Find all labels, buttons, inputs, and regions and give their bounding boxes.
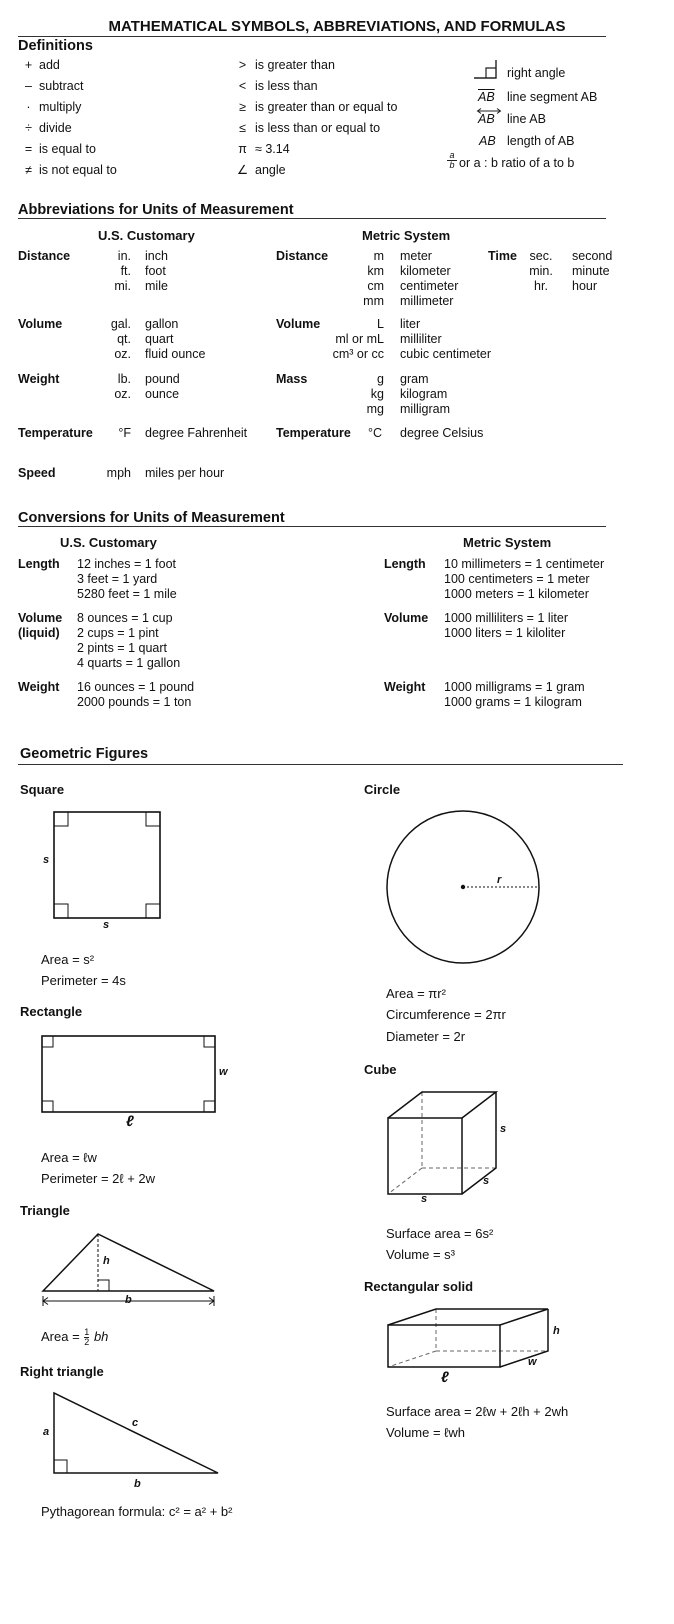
- rect-solid-hidden-edge: [388, 1351, 436, 1367]
- definitions-heading: Definitions: [18, 38, 93, 54]
- conv-volume-label-line: (liquid): [18, 626, 60, 640]
- abbr-metric-volume-label: Volume: [276, 317, 321, 331]
- abbr-name: gram: [400, 372, 429, 386]
- triangle-title: Triangle: [20, 1203, 70, 1218]
- abbr-metric-distance-names: [400, 249, 458, 309]
- rect-solid-front-face: [388, 1325, 500, 1367]
- conv-us-volume-list: [77, 611, 180, 671]
- abbr-item: mi.: [114, 279, 131, 293]
- rectangle-shape: [42, 1036, 215, 1112]
- abbr-item: gal.: [110, 317, 131, 331]
- conv-metric-length-list: [444, 557, 604, 602]
- abbr-item: lb.: [117, 372, 131, 386]
- definition-row: [18, 58, 117, 73]
- geometry-rule: [18, 764, 623, 765]
- abbr-name: gallon: [145, 317, 179, 331]
- cube-depth-label: s: [483, 1175, 490, 1187]
- abbr-metric-temp-label: Temperature: [276, 426, 351, 440]
- cube-base-label: s: [421, 1193, 428, 1205]
- definition-symbol: ÷: [25, 121, 32, 135]
- right-triangle-angle-mark: [54, 1460, 67, 1473]
- right-triangle-b-label: b: [134, 1478, 141, 1490]
- fraction-denominator: 2: [84, 1337, 90, 1347]
- rectangle-length-label: ℓ: [126, 1113, 134, 1130]
- abbr-us-temp-name: degree Fahrenheit: [145, 426, 248, 440]
- segment-symbol: [478, 90, 495, 104]
- conversion-item: 2 cups = 1 pint: [77, 626, 159, 640]
- square-base-label: s: [103, 919, 110, 931]
- square-corner-mark: [54, 812, 68, 826]
- rectangle-corner-mark: [204, 1101, 215, 1112]
- abbr-name: milliliter: [400, 332, 442, 346]
- conversion-item: 12 inches = 1 foot: [77, 557, 177, 571]
- square-corner-mark: [146, 904, 160, 918]
- conversion-item: 2000 pounds = 1 ton: [77, 695, 192, 709]
- triangle-area-prefix: Area =: [41, 1328, 80, 1344]
- triangle-area-suffix: bh: [93, 1328, 109, 1344]
- abbr-name: kilogram: [400, 387, 448, 401]
- definition-row: [18, 163, 117, 178]
- abbr-metric-temp-abbr: °C: [368, 426, 383, 440]
- definition-text: angle: [255, 163, 286, 177]
- rectangle-figure: [36, 1030, 226, 1120]
- definition-symbol: >: [238, 58, 247, 72]
- conversion-item: 1000 milliliters = 1 liter: [444, 611, 569, 625]
- rectangle-title: Rectangle: [20, 1004, 83, 1019]
- abbr-item: cm: [367, 279, 384, 293]
- definition-text: ≈ 3.14: [255, 142, 290, 156]
- square-corner-mark: [54, 904, 68, 918]
- rect-solid-h-label: h: [553, 1325, 560, 1337]
- square-figure: [36, 806, 172, 936]
- triangle-base-label: b: [125, 1294, 132, 1306]
- cube-front-face: [388, 1118, 462, 1194]
- conversion-item: 1000 meters = 1 kilometer: [444, 587, 589, 601]
- conv-metric-heading: Metric System: [463, 535, 552, 550]
- conversion-item: 5280 feet = 1 mile: [77, 587, 177, 601]
- conversion-item: 1000 liters = 1 kiloliter: [444, 626, 566, 640]
- cube-hidden-edge: [388, 1168, 422, 1194]
- triangle-area-fraction: [84, 1328, 89, 1347]
- conversion-item: 100 centimeters = 1 meter: [444, 572, 590, 586]
- rectangle-perimeter: Perimeter = 2ℓ + 2w: [41, 1171, 156, 1186]
- abbr-item: km: [367, 264, 384, 278]
- abbr-item: oz.: [114, 347, 131, 361]
- right-triangle-title: Right triangle: [20, 1364, 104, 1379]
- abbr-item: L: [377, 317, 384, 331]
- abbr-us-heading: U.S. Customary: [98, 228, 195, 243]
- conv-metric-volume-list: [444, 611, 568, 641]
- definition-symbol: <: [238, 79, 247, 93]
- line-symbol-text: AB: [478, 112, 495, 126]
- abbr-us-speed-label: Speed: [18, 466, 56, 480]
- abbr-name: inch: [145, 249, 168, 263]
- abbr-metric-mass-abbrs: [320, 372, 384, 417]
- conv-us-heading: U.S. Customary: [60, 535, 157, 550]
- square-side-label: s: [43, 854, 50, 866]
- right-triangle-a-label: a: [43, 1426, 50, 1438]
- conv-metric-weight-label: Weight: [384, 680, 426, 694]
- definition-symbol: +: [24, 58, 33, 72]
- definition-text: add: [39, 58, 60, 72]
- definition-symbol: ≥: [239, 100, 246, 114]
- ratio-numerator: a: [449, 150, 455, 160]
- conv-metric-volume-label: Volume: [384, 611, 429, 625]
- conversion-item: 10 millimeters = 1 centimeter: [444, 557, 605, 571]
- abbr-us-speed-name: miles per hour: [145, 466, 225, 480]
- abbr-name: minute: [572, 264, 610, 278]
- ratio-text: or a : b ratio of a to b: [459, 156, 575, 170]
- abbr-name: kilometer: [400, 264, 451, 278]
- segment-text: line segment AB: [507, 90, 598, 104]
- definition-symbol: ≠: [25, 163, 32, 177]
- abbr-name: mile: [145, 279, 168, 293]
- definition-symbol: ∠: [236, 163, 249, 177]
- conv-metric-weight-list: [444, 680, 585, 710]
- length-text: length of AB: [507, 134, 575, 148]
- definition-symbol: =: [24, 142, 33, 156]
- circle-area: Area = πr²: [386, 986, 446, 1001]
- conv-us-weight-label: Weight: [18, 680, 60, 694]
- right-angle-text: right angle: [507, 66, 566, 80]
- circle-radius-label: r: [497, 874, 502, 886]
- conversion-item: 1000 grams = 1 kilogram: [444, 695, 582, 709]
- abbr-item: hr.: [534, 279, 548, 293]
- abbr-name: fluid ounce: [145, 347, 206, 361]
- rectangle-area: Area = ℓw: [41, 1150, 97, 1165]
- abbr-time-names: [572, 249, 612, 294]
- square-corner-mark: [146, 812, 160, 826]
- definition-text: is less than or equal to: [255, 121, 381, 135]
- ratio-denominator: b: [449, 160, 455, 170]
- abbr-metric-heading: Metric System: [362, 228, 451, 243]
- triangle-shape: [43, 1234, 214, 1291]
- fraction-numerator: 1: [84, 1327, 90, 1337]
- abbr-name: pound: [145, 372, 180, 386]
- cube-side-face: [462, 1092, 496, 1194]
- abbr-item: ml or mL: [335, 332, 384, 346]
- cube-title: Cube: [364, 1062, 397, 1077]
- definition-row: [230, 100, 397, 115]
- abbr-metric-distance-abbrs: [320, 249, 384, 309]
- abbr-us-temp-label: Temperature: [18, 426, 93, 440]
- conversions-heading: Conversions for Units of Measurement: [18, 510, 285, 526]
- abbr-metric-mass-label: Mass: [276, 372, 308, 386]
- definition-row: [230, 79, 397, 94]
- line-symbol: [478, 112, 495, 126]
- abbr-name: ounce: [145, 387, 180, 401]
- abbr-metric-volume-abbrs: [310, 317, 384, 362]
- conv-us-length-list: [77, 557, 177, 602]
- right-triangle-c-label: c: [132, 1417, 139, 1429]
- abbr-us-weight-abbrs: [95, 372, 131, 402]
- abbr-item: oz.: [114, 387, 131, 401]
- triangle-area: [41, 1328, 108, 1347]
- abbr-item: min.: [529, 264, 553, 278]
- rect-solid-top-face: [388, 1309, 548, 1325]
- abbr-us-volume-names: [145, 317, 205, 362]
- square-perimeter: Perimeter = 4s: [41, 973, 126, 988]
- cube-surface-area: Surface area = 6s²: [386, 1226, 494, 1241]
- definition-text: is greater than: [255, 58, 335, 72]
- cube-top-face: [388, 1092, 496, 1118]
- conversion-item: 16 ounces = 1 pound: [77, 680, 195, 694]
- square-shape: [54, 812, 160, 918]
- square-title: Square: [20, 782, 65, 797]
- abbr-us-speed-abbr: mph: [106, 466, 131, 480]
- definition-row: [18, 100, 117, 115]
- abbr-name: millimeter: [400, 294, 454, 308]
- circle-title: Circle: [364, 782, 401, 797]
- definition-text: is less than: [255, 79, 318, 93]
- rectangle-width-label: w: [219, 1066, 228, 1078]
- abbr-name: liter: [400, 317, 421, 331]
- abbr-item: g: [377, 372, 384, 386]
- abbr-name: milligram: [400, 402, 450, 416]
- abbr-us-temp-abbr: °F: [118, 426, 131, 440]
- rect-solid-w-label: w: [528, 1356, 537, 1368]
- abbr-us-distance-abbrs: [95, 249, 131, 294]
- abbr-item: cm³ or cc: [332, 347, 384, 361]
- abbr-item: kg: [370, 387, 384, 401]
- rect-solid-volume: Volume = ℓwh: [386, 1425, 465, 1440]
- line-text: line AB: [507, 112, 546, 126]
- definition-row: [18, 79, 117, 94]
- definition-text: multiply: [39, 100, 82, 114]
- abbr-name: second: [572, 249, 613, 263]
- abbr-metric-volume-names: [400, 317, 491, 362]
- square-area: Area = s²: [41, 952, 95, 967]
- abbr-name: foot: [145, 264, 166, 278]
- definitions-col1: [18, 58, 117, 178]
- abbr-item: ft.: [120, 264, 131, 278]
- abbr-name: meter: [400, 249, 432, 263]
- definitions-col2: [230, 58, 397, 178]
- rectangle-corner-mark: [42, 1101, 53, 1112]
- abbr-us-distance-label: Distance: [18, 249, 71, 263]
- pythagorean-formula: Pythagorean formula: c² = a² + b²: [41, 1504, 233, 1519]
- abbr-item: qt.: [117, 332, 131, 346]
- rect-solid-l-label: ℓ: [441, 1369, 449, 1386]
- abbreviations-heading: Abbreviations for Units of Measurement: [18, 202, 294, 218]
- definition-row: [230, 58, 397, 73]
- definition-text: is equal to: [39, 142, 96, 156]
- circle-diameter: Diameter = 2r: [386, 1029, 466, 1044]
- definition-row: [18, 121, 117, 136]
- definition-symbol: π: [238, 142, 247, 156]
- right-angle-icon: [472, 58, 498, 80]
- rectangle-corner-mark: [204, 1036, 215, 1047]
- title-rule: [18, 36, 606, 37]
- abbr-us-distance-names: [145, 249, 168, 294]
- rectangle-corner-mark: [42, 1036, 53, 1047]
- conversions-rule: [18, 526, 606, 527]
- definition-row: [230, 163, 397, 178]
- abbr-item: mm: [363, 294, 384, 308]
- conv-us-volume-label: [18, 611, 62, 641]
- right-triangle-shape: [54, 1393, 218, 1473]
- definition-row: [18, 142, 117, 157]
- definition-symbol: ·: [26, 100, 31, 114]
- abbr-name: quart: [145, 332, 174, 346]
- abbr-name: centimeter: [400, 279, 459, 293]
- abbr-us-volume-label: Volume: [18, 317, 63, 331]
- conversion-item: 3 feet = 1 yard: [77, 572, 158, 586]
- right-triangle-figure: [48, 1390, 224, 1478]
- cube-side-label: s: [500, 1123, 507, 1135]
- abbr-us-weight-names: [145, 372, 180, 402]
- conv-volume-label-line: Volume: [18, 611, 63, 625]
- conversion-item: 8 ounces = 1 cup: [77, 611, 173, 625]
- abbr-metric-mass-names: [400, 372, 450, 417]
- abbr-item: in.: [117, 249, 131, 263]
- abbr-us-weight-label: Weight: [18, 372, 60, 386]
- circle-figure: [384, 808, 544, 968]
- abbr-time-label: Time: [488, 249, 517, 263]
- conversion-item: 1000 milligrams = 1 gram: [444, 680, 585, 694]
- conv-metric-length-label: Length: [384, 557, 426, 571]
- conv-us-length-label: Length: [18, 557, 60, 571]
- length-symbol: [479, 134, 496, 148]
- rect-solid-surface-area: Surface area = 2ℓw + 2ℓh + 2wh: [386, 1404, 569, 1419]
- circle-circumference: Circumference = 2πr: [386, 1007, 506, 1022]
- abbr-metric-temp-name: degree Celsius: [400, 426, 484, 440]
- definition-text: is greater than or equal to: [255, 100, 398, 114]
- page-title: MATHEMATICAL SYMBOLS, ABBREVIATIONS, AND FORMULAS: [108, 18, 566, 35]
- triangle-right-angle-mark: [98, 1280, 109, 1291]
- definition-symbol: –: [25, 79, 32, 93]
- cube-volume: Volume = s³: [386, 1247, 456, 1262]
- abbr-name: cubic centimeter: [400, 347, 492, 361]
- definition-row: [230, 121, 397, 136]
- conversion-item: 4 quarts = 1 gallon: [77, 656, 181, 670]
- definition-row: [230, 142, 397, 157]
- definition-text: subtract: [39, 79, 84, 93]
- abbr-us-volume-abbrs: [95, 317, 131, 362]
- conv-us-weight-list: [77, 680, 194, 710]
- abbr-time-abbrs: [522, 249, 560, 294]
- geometry-heading: Geometric Figures: [20, 746, 149, 762]
- segment-symbol-text: $\overline{AB}$: [478, 90, 495, 104]
- triangle-height-label: h: [103, 1255, 110, 1267]
- abbr-name: hour: [572, 279, 598, 293]
- abbr-item: sec.: [529, 249, 553, 263]
- definition-symbol: ≤: [239, 121, 246, 135]
- definition-text: is not equal to: [39, 163, 117, 177]
- rect-solid-title: Rectangular solid: [364, 1279, 474, 1294]
- abbreviations-rule: [18, 218, 606, 219]
- abbr-metric-distance-label: Distance: [276, 249, 329, 263]
- abbr-item: mg: [366, 402, 384, 416]
- definition-text: divide: [39, 121, 72, 135]
- length-symbol-text: AB: [479, 134, 496, 148]
- conversion-item: 2 pints = 1 quart: [77, 641, 167, 655]
- ratio-fraction: [447, 151, 457, 170]
- abbr-item: m: [373, 249, 384, 263]
